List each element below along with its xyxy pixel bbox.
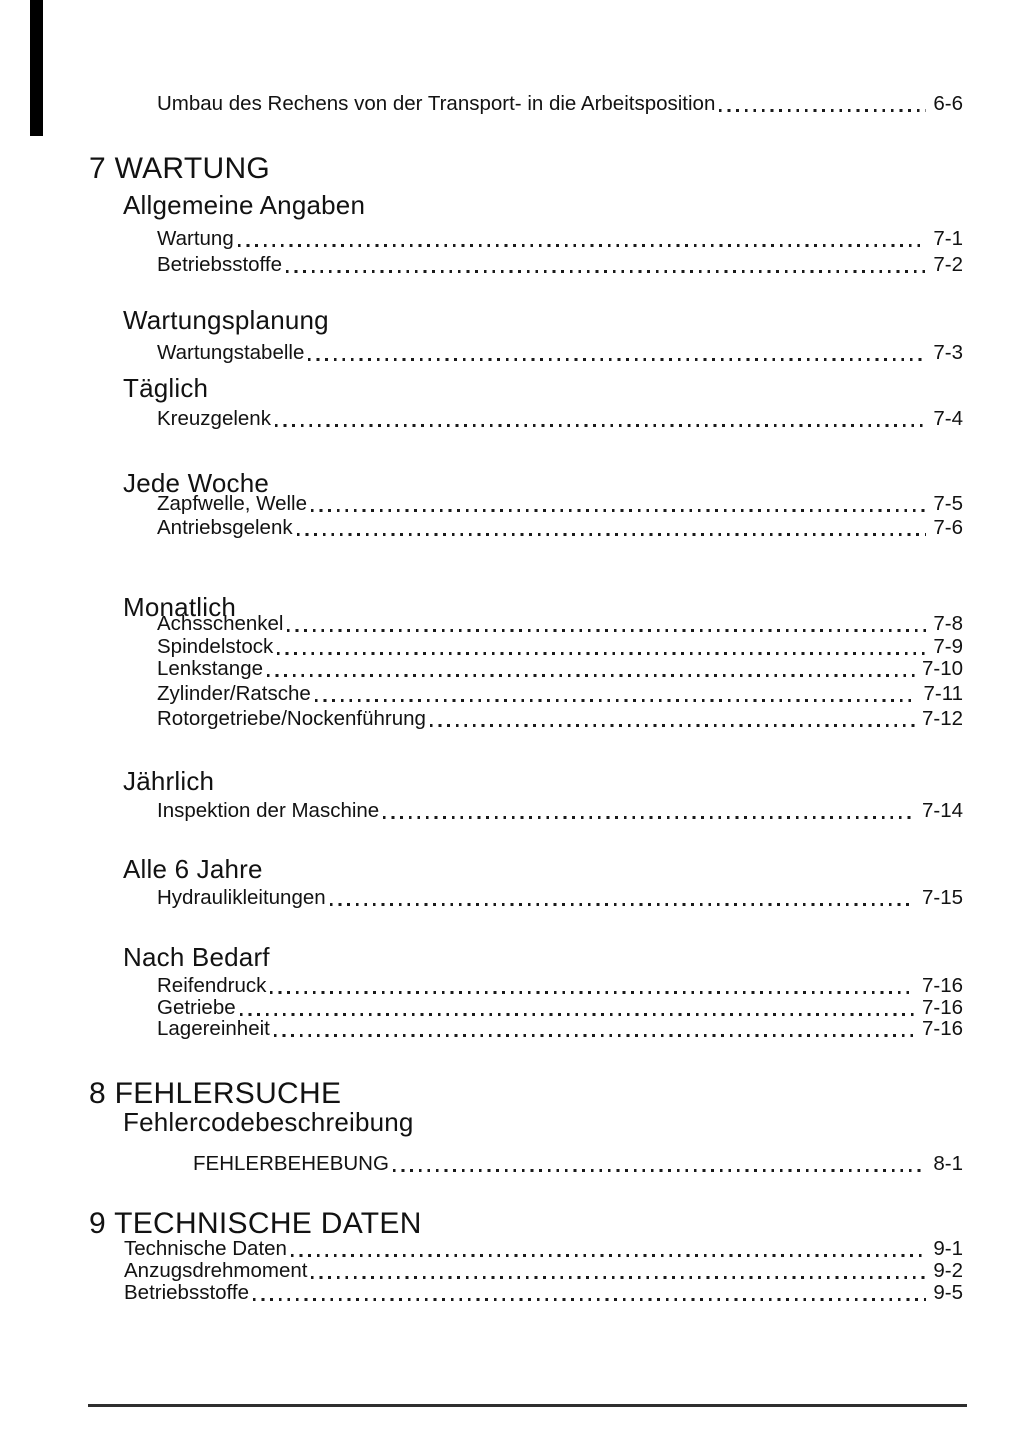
dotted-leader [311, 509, 926, 512]
toc-entry [157, 343, 963, 364]
toc-entry-label: Anzugsdrehmoment [124, 1259, 308, 1282]
toc-entry [157, 976, 963, 997]
toc-entry-label: Betriebsstoffe [157, 253, 282, 276]
toc-entry [157, 998, 963, 1019]
toc-content [89, 0, 963, 1447]
dotted-leader [315, 699, 917, 702]
dotted-leader [240, 1013, 915, 1016]
toc-entry-page: 7-3 [933, 341, 963, 364]
dotted-leader [383, 816, 915, 819]
toc-entry-label: FEHLERBEHEBUNG [193, 1152, 389, 1175]
dotted-leader [267, 674, 915, 677]
toc-entry [157, 709, 963, 730]
dotted-leader [311, 1276, 926, 1279]
toc-entry-label: Hydraulikleitungen [157, 886, 326, 909]
chapter-heading: 8 FEHLERSUCHE [89, 1077, 342, 1110]
toc-entry-label: Lagereinheit [157, 1017, 270, 1040]
chapter-heading: 7 WARTUNG [89, 152, 271, 185]
toc-entry-label: Umbau des Rechens von der Transport- in die Arbeitsposition [157, 92, 716, 115]
toc-entry-page: 9-5 [933, 1281, 963, 1304]
dotted-leader [274, 1034, 915, 1037]
toc-entry-label: Wartungstabelle [157, 341, 305, 364]
toc-entry-label: Getriebe [157, 996, 236, 1019]
toc-entry [157, 229, 963, 250]
toc-entry-label: Zapfwelle, Welle [157, 492, 308, 515]
section-heading: Jede Woche [123, 468, 270, 498]
toc-entry [157, 637, 963, 658]
footer-rule [88, 1404, 967, 1407]
dotted-leader [330, 903, 915, 906]
toc-entry-label: Reifendruck [157, 974, 267, 997]
toc-entry-label: Achsschenkel [157, 612, 284, 635]
toc-entry-page: 7-12 [921, 707, 963, 730]
toc-entry [157, 94, 963, 115]
toc-entry [157, 614, 963, 635]
section-heading: Monatlich [123, 592, 237, 622]
toc-entry-page: 8-1 [933, 1152, 963, 1175]
dotted-leader [287, 629, 926, 632]
toc-entry-label: Antriebsgelenk [157, 516, 293, 539]
toc-entry-page: 7-16 [921, 974, 963, 997]
toc-entry-page: 6-6 [933, 92, 963, 115]
dotted-leader [308, 358, 926, 361]
toc-entry-label: Inspektion der Maschine [157, 799, 380, 822]
toc-entry-label: Spindelstock [157, 635, 274, 658]
toc-entry [157, 409, 963, 430]
dotted-leader [275, 424, 926, 427]
dotted-leader [270, 991, 915, 994]
toc-entry-page: 9-1 [933, 1237, 963, 1260]
toc-entry [193, 1154, 963, 1175]
toc-entry-page: 7-15 [921, 886, 963, 909]
section-heading: Wartungsplanung [123, 305, 329, 335]
toc-entry-page: 7-16 [921, 996, 963, 1019]
dotted-leader [277, 652, 926, 655]
toc-entry [157, 684, 963, 705]
section-heading: Nach Bedarf [123, 942, 270, 972]
toc-entry-page: 7-4 [933, 407, 963, 430]
dotted-leader [297, 533, 927, 536]
toc-entry [124, 1261, 963, 1282]
section-heading: Alle 6 Jahre [123, 854, 263, 884]
dotted-leader [291, 1254, 926, 1257]
toc-entry-page: 7-10 [921, 657, 963, 680]
toc-entry-label: Technische Daten [124, 1237, 287, 1260]
toc-entry-page: 7-9 [933, 635, 963, 658]
toc-entry [124, 1283, 963, 1304]
toc-entry-label: Wartung [157, 227, 234, 250]
toc-entry-page: 7-1 [933, 227, 963, 250]
toc-entry [157, 801, 963, 822]
toc-entry-page: 7-14 [921, 799, 963, 822]
toc-entry-label: Rotorgetriebe/Nockenführung [157, 707, 426, 730]
toc-entry-label: Kreuzgelenk [157, 407, 271, 430]
section-heading: Fehlercodebeschreibung [123, 1107, 414, 1137]
toc-entry-label: Betriebsstoffe [124, 1281, 249, 1304]
scan-artifact-bar [30, 0, 43, 136]
toc-entry-page: 9-2 [933, 1259, 963, 1282]
toc-entry-page: 7-16 [921, 1017, 963, 1040]
toc-entry [157, 518, 963, 539]
section-heading: Jährlich [123, 766, 215, 796]
toc-entry [157, 255, 963, 276]
section-heading: Allgemeine Angaben [123, 190, 366, 220]
dotted-leader [430, 724, 915, 727]
toc-entry-label: Lenkstange [157, 657, 264, 680]
toc-entry-page: 7-6 [933, 516, 963, 539]
toc-entry-page: 7-11 [923, 682, 963, 705]
dotted-leader [393, 1169, 926, 1172]
section-heading: Täglich [123, 373, 209, 403]
toc-entry [157, 888, 963, 909]
dotted-leader [286, 270, 926, 273]
toc-entry-page: 7-2 [933, 253, 963, 276]
toc-entry [124, 1239, 963, 1260]
toc-entry-label: Zylinder/Ratsche [157, 682, 311, 705]
dotted-leader [238, 244, 927, 247]
dotted-leader [719, 109, 926, 112]
toc-entry [157, 659, 963, 680]
toc-entry-page: 7-8 [933, 612, 963, 635]
toc-entry [157, 1019, 963, 1040]
toc-entry-page: 7-5 [933, 492, 963, 515]
dotted-leader [253, 1298, 926, 1301]
toc-entry [157, 494, 963, 515]
chapter-heading: 9 TECHNISCHE DATEN [89, 1207, 422, 1240]
